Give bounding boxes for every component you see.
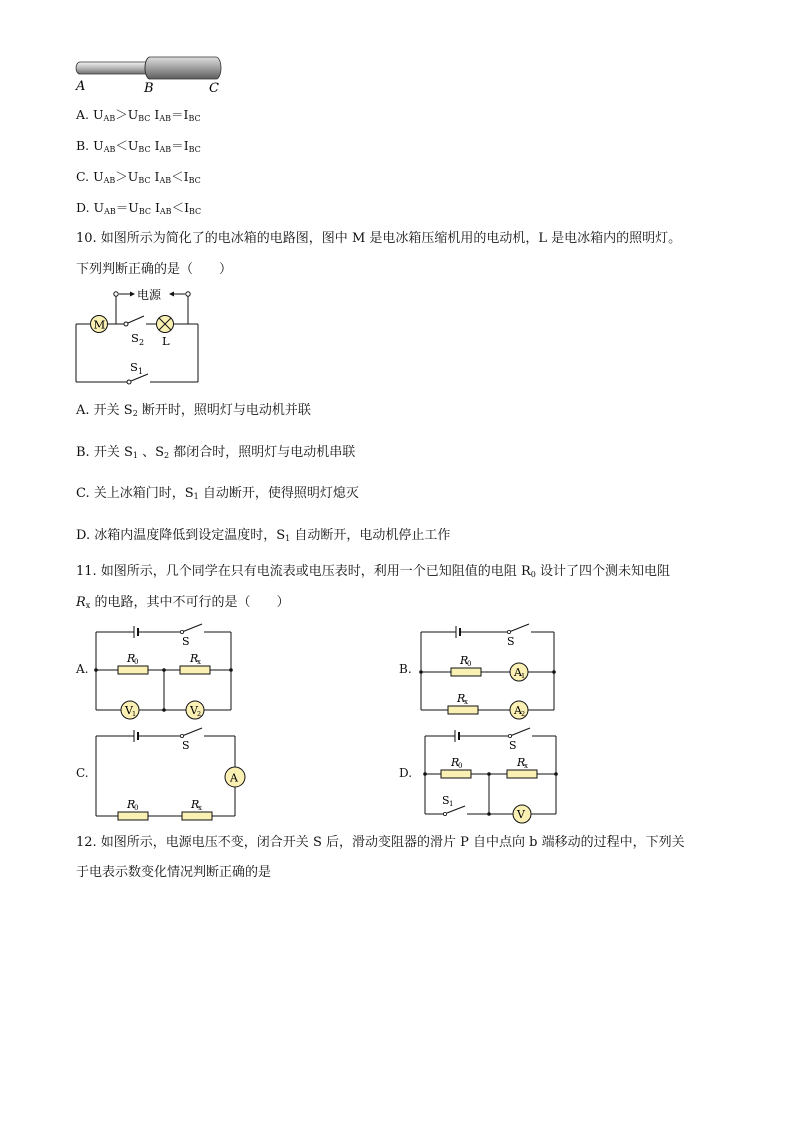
svg-text:S: S — [182, 635, 190, 648]
svg-text:x: x — [464, 698, 468, 706]
svg-text:A: A — [230, 771, 238, 785]
svg-text:V: V — [517, 808, 525, 821]
conductor-figure — [74, 54, 234, 98]
svg-text:S: S — [131, 331, 139, 345]
svg-text:0: 0 — [134, 804, 139, 812]
q12-stem-line1: 12. 如图所示，电源电压不变，闭合开关 S 后，滑动变阻器的滑片 P 自中点向 b 端移动的过程中，下列关 — [76, 835, 685, 850]
svg-text:R: R — [127, 798, 136, 811]
svg-text:R: R — [190, 652, 199, 665]
svg-text:R: R — [457, 692, 466, 705]
svg-text:A: A — [514, 666, 522, 679]
svg-text:R: R — [517, 756, 526, 769]
svg-text:R: R — [191, 798, 200, 811]
svg-text:V: V — [190, 704, 198, 717]
circuit-d — [421, 722, 561, 822]
svg-text:S: S — [130, 360, 138, 374]
q10-option-c: C. 关上冰箱门时，$S_1$ 自动断开，使得照明灯熄灭 — [76, 486, 359, 501]
svg-text:2: 2 — [197, 710, 202, 718]
q9-option-d: D. $U_{AB}=U_{BC}$ $I_{AB}<I_{BC}$ — [76, 200, 202, 216]
svg-text:x: x — [197, 658, 201, 666]
svg-text:2: 2 — [139, 338, 145, 347]
svg-text:S: S — [507, 635, 515, 648]
svg-text:S: S — [509, 739, 517, 752]
circuit-c — [94, 722, 244, 822]
svg-text:1: 1 — [521, 672, 526, 680]
svg-text:x: x — [198, 804, 202, 812]
circuit-a — [96, 618, 236, 718]
svg-text:L: L — [162, 334, 170, 348]
rx-resistor — [180, 666, 210, 674]
q11-stem-line1: 11. 如图所示，几个同学在只有电流表或电压表时，利用一个已知阻值的电阻 $R_0$ 设计了四个测未知电阻 — [76, 564, 670, 579]
svg-text:0: 0 — [134, 658, 139, 666]
svg-text:0: 0 — [458, 762, 463, 770]
q9-option-b: B. $U_{AB}<U_{BC}$ $I_{AB}=I_{BC}$ — [76, 138, 201, 154]
svg-text:2: 2 — [521, 710, 526, 718]
svg-text:S: S — [442, 794, 450, 807]
label-c: C — [209, 81, 219, 96]
q11-stem-line2: $R_x$ 的电路，其中不可行的是（ ） — [76, 595, 290, 610]
svg-text:0: 0 — [467, 660, 472, 668]
q9-option-c: C. $U_{AB}>U_{BC}$ $I_{AB}<I_{BC}$ — [76, 169, 201, 185]
svg-text:1: 1 — [138, 367, 144, 376]
svg-text:R: R — [451, 756, 460, 769]
q10-option-b: B. 开关 $S_1$ 、$S_2$ 都闭合时，照明灯与电动机串联 — [76, 445, 356, 460]
circuit-b — [421, 618, 561, 718]
q10-stem-line2: 下列判断正确的是（ ） — [76, 262, 233, 277]
label-a: A — [76, 79, 86, 94]
q9-option-a: A. $U_{AB}>U_{BC}$ $I_{AB}=I_{BC}$ — [76, 107, 201, 123]
svg-text:1: 1 — [449, 800, 454, 808]
r0-resistor — [118, 666, 148, 674]
svg-text:R: R — [460, 654, 469, 667]
label-b: B — [144, 81, 154, 96]
circuit-c-label: C. — [76, 766, 89, 780]
q10-option-d: D. 冰箱内温度降低到设定温度时，$S_1$ 自动断开，电动机停止工作 — [76, 528, 451, 543]
power-label: 电源 — [137, 288, 162, 302]
svg-text:V: V — [125, 704, 133, 717]
svg-text:R: R — [127, 652, 136, 665]
svg-text:x: x — [524, 762, 528, 770]
circuit-d-label: D. — [399, 766, 413, 780]
circuit-b-label: B. — [399, 662, 412, 676]
q12-stem-line2: 于电表示数变化情况判断正确的是 — [76, 865, 272, 880]
fridge-circuit-diagram — [74, 286, 204, 386]
q10-option-a: A. 开关 $S_2$ 断开时，照明灯与电动机并联 — [76, 403, 311, 418]
q10-stem-line1: 10. 如图所示为简化了的电冰箱的电路图，图中 M 是电冰箱压缩机用的电动机，L 是电冰箱内的照明灯。 — [76, 231, 682, 246]
svg-text:1: 1 — [132, 710, 137, 718]
motor-label: M — [93, 317, 106, 332]
svg-text:S: S — [182, 739, 190, 752]
svg-text:A: A — [514, 704, 522, 717]
circuit-a-label: A. — [76, 662, 89, 676]
